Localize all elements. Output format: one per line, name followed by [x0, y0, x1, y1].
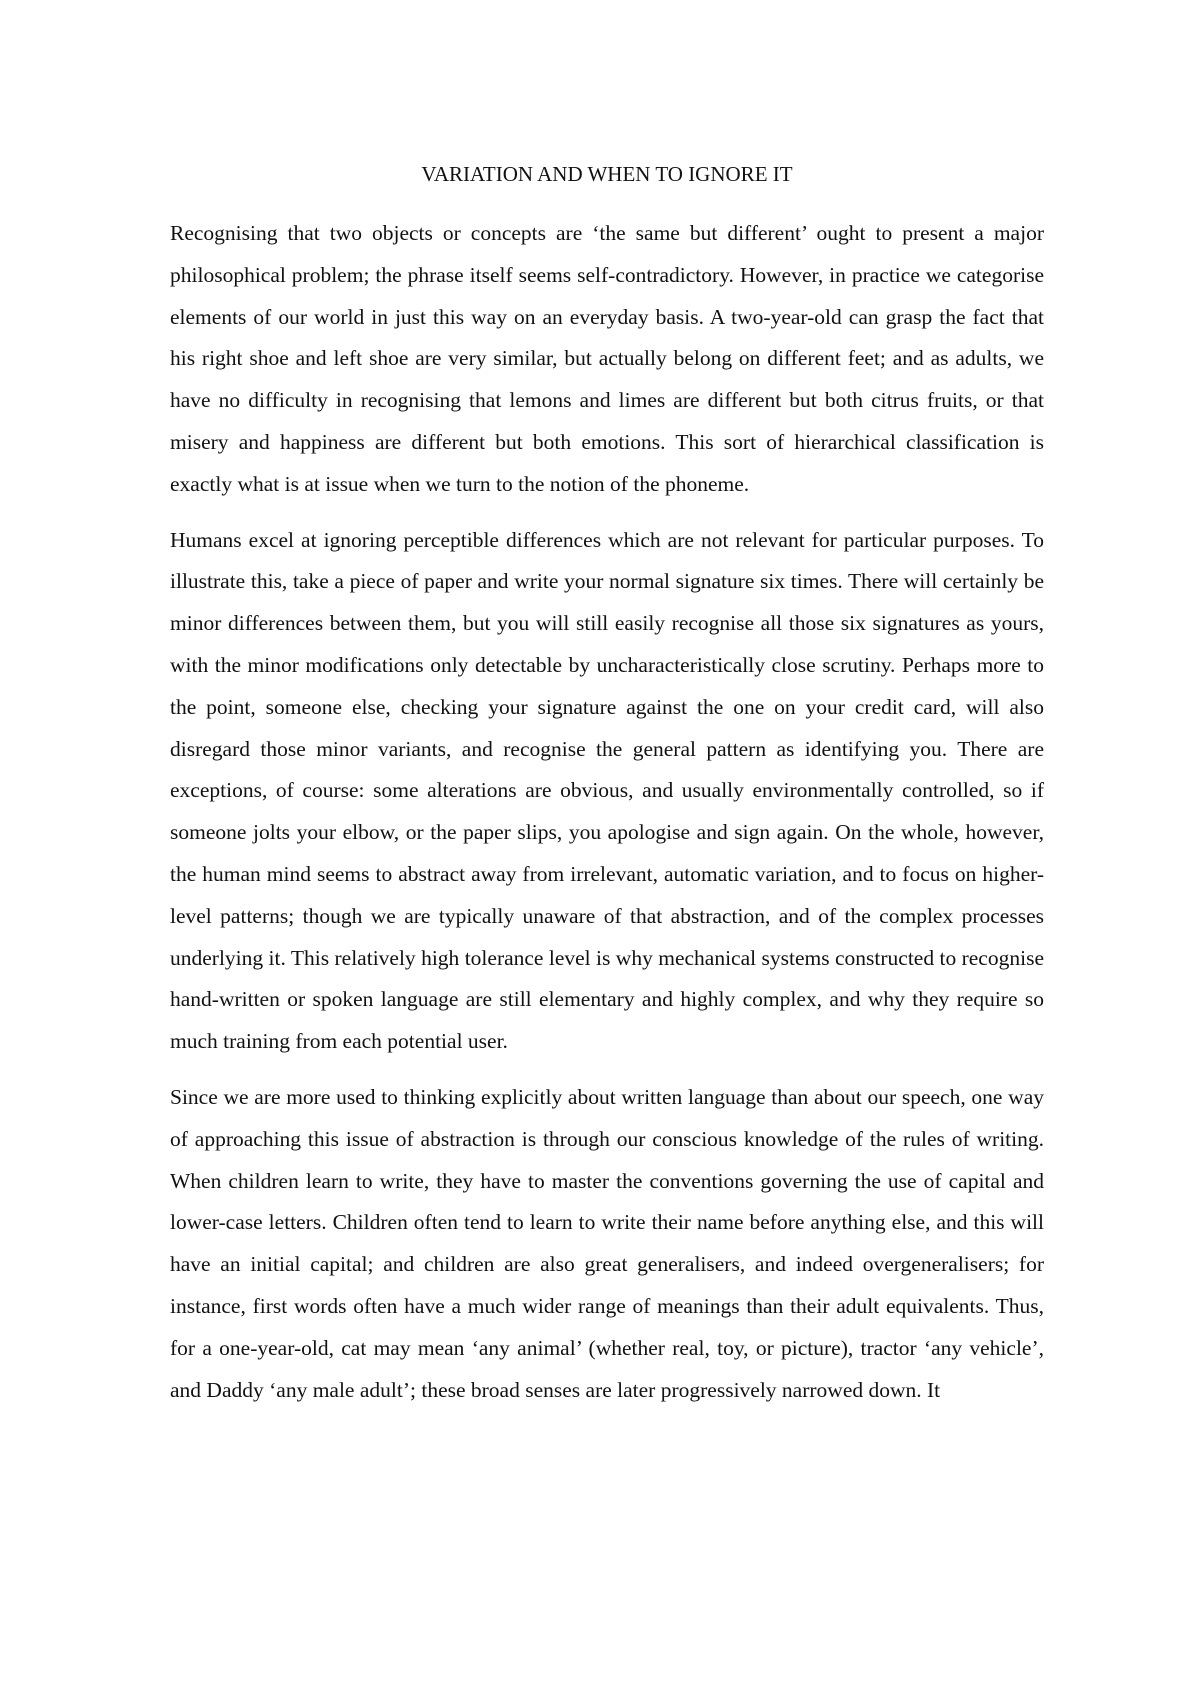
document-body: [170, 213, 1044, 1425]
paragraph: Humans excel at ignoring perceptible differences which are not relevant for particular purposes. To illustrate this, take a piece of paper and write your normal signature six times. There will certainly be minor differences between them, but you will still easily recognise all those six signatures as yours, with the minor modifications only detectable by uncharacteristically close scrutiny. Perhaps more to the point, someone else, checking your signature against the one on your credit card, will also disregard those minor variants, and recognise the general pattern as identifying you. There are exceptions, of course: some alterations are obvious, and usually environmentally controlled, so if someone jolts your elbow, or the paper slips, you apologise and sign again. On the whole, however, the human mind seems to abstract away from irrelevant, automatic variation, and to focus on higher-level patterns; though we are typically unaware of that abstraction, and of the complex processes underlying it. This relatively high tolerance level is why mechanical systems constructed to recognise hand-written or spoken language are still elementary and highly complex, and why they require so much training from each potential user.: [170, 527, 1044, 1054]
paragraph: Recognising that two objects or concepts are ‘the same but different’ ought to present a major philosophical problem; the phrase itself seems self-contradictory. However, in practice we categorise elements of our world in just this way on an everyday basis. A two-year-old can grasp the fact that his right shoe and left shoe are very similar, but actually belong on different feet; and as adults, we have no difficulty in recognising that lemons and limes are different but both citrus fruits, or that misery and happiness are different but both emotions. This sort of hierarchical classification is exactly what is at issue when we turn to the notion of the phoneme.: [170, 221, 1044, 496]
document-title: VARIATION AND WHEN TO IGNORE IT: [421, 162, 793, 186]
paragraph: Since we are more used to thinking explicitly about written language than about our speech, one way of approaching this issue of abstraction is through our conscious knowledge of the rules of writing. When children learn to write, they have to master the conventions governing the use of capital and lower-case letters. Children often tend to learn to write their name before anything else, and this will have an initial capital; and children are also great generalisers, and indeed overgeneralisers; for instance, first words often have a much wider range of meanings than their adult equivalents. Thus, for a one-year-old, cat may mean ‘any animal’ (whether real, toy, or picture), tractor ‘any vehicle’, and Daddy ‘any male adult’; these broad senses are later progressively narrowed down. It: [170, 1084, 1044, 1402]
